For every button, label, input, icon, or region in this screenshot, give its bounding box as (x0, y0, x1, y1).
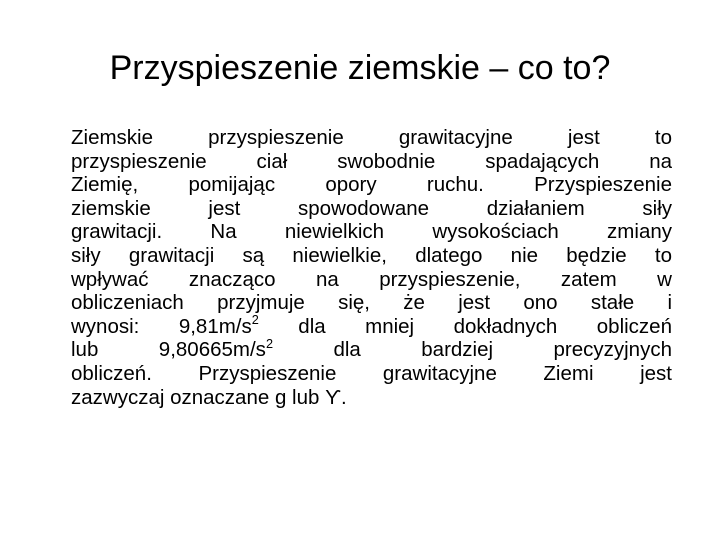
gravity-value-text: wynosi: 9,81m/s (71, 314, 252, 338)
body-line: wpływać znacząco na przyspieszenie, zatem w (71, 267, 672, 291)
slide-title: Przyspieszenie ziemskie – co to? (109, 49, 611, 87)
body-line: Ziemskie przyspieszenie grawitacyjne jest to (71, 126, 672, 149)
body-line: przyspieszenie ciał swobodnie spadających na (71, 149, 672, 173)
body-line: obliczeń. Przyspieszenie grawitacyjne Ziemi jest (71, 361, 672, 385)
exponent: 2 (265, 338, 274, 351)
body-line-last: zazwyczaj oznaczane g lub ϒ. (71, 385, 347, 409)
precise-value-note: dla bardziej precyzyjnych (273, 338, 672, 362)
precise-value-text: lub 9,80665m/s (71, 338, 266, 362)
body-line-gravity-value (71, 315, 672, 339)
gravity-value-note: dla mniej dokładnych obliczeń (258, 314, 672, 338)
exponent: 2 (251, 314, 259, 328)
body-line: obliczeniach przyjmuje się, że jest ono stałe i (71, 291, 672, 315)
slide-body (71, 126, 672, 409)
body-line: Ziemię, pomijając opory ruchu. Przyspieszenie (71, 173, 672, 197)
body-line: siły grawitacji są niewielkie, dlatego nie będzie to (71, 243, 672, 267)
body-line: grawitacji. Na niewielkich wysokościach zmiany (71, 220, 672, 244)
body-line-precise-value (71, 338, 672, 362)
body-line: ziemskie jest spowodowane działaniem siły (71, 196, 672, 220)
